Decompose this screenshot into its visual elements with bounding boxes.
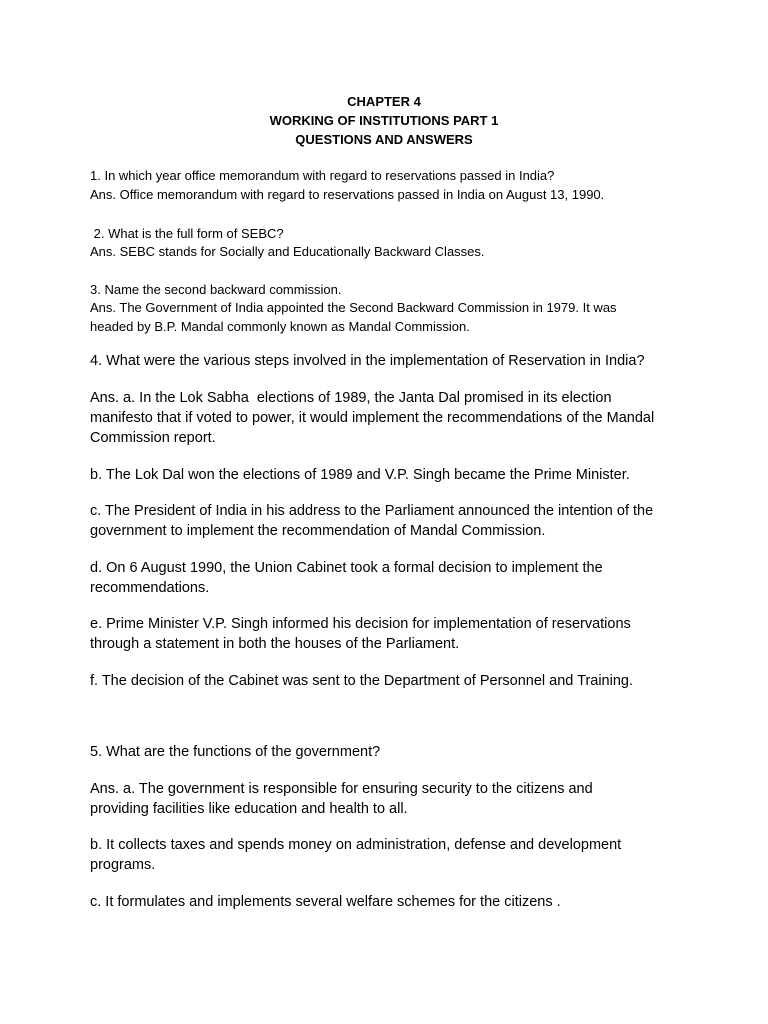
answer-4f: f. The decision of the Cabinet was sent to the Department of Personnel and Training.: [90, 673, 633, 689]
answer-4e-line-2: through a statement in both the houses of the Parliament.: [90, 636, 460, 652]
question-2: 2. What is the full form of SEBC?: [90, 226, 284, 241]
question-3: 3. Name the second backward commission.: [90, 282, 342, 297]
answer-4d-line-2: recommendations.: [90, 580, 210, 596]
document-header: [0, 92, 768, 149]
question-4: 4. What were the various steps involved in the implementation of Reservation in India?: [90, 353, 645, 369]
answer-5b-line-1: b. It collects taxes and spends money on administration, defense and development: [90, 837, 622, 853]
question-5: 5. What are the functions of the government?: [90, 744, 381, 760]
answer-4c-line-1: c. The President of India in his address to the Parliament announced the intention of the: [90, 503, 654, 519]
answer-4e-line-1: e. Prime Minister V.P. Singh informed his decision for implementation of reservations: [90, 616, 631, 632]
answer-5a-line-2: providing facilities like education and health to all.: [90, 801, 408, 817]
answer-5a-line-1: Ans. a. The government is responsible for ensuring security to the citizens and: [90, 781, 593, 797]
answer-2: Ans. SEBC stands for Socially and Educationally Backward Classes.: [90, 244, 485, 259]
answer-3-line-1: Ans. The Government of India appointed the Second Backward Commission in 1979. It was: [90, 300, 617, 315]
answer-4b: b. The Lok Dal won the elections of 1989 and V.P. Singh became the Prime Minister.: [90, 467, 630, 483]
answer-4a-line-2: manifesto that if voted to power, it would implement the recommendations of the Mandal: [90, 410, 655, 426]
answer-4d-line-1: d. On 6 August 1990, the Union Cabinet took a formal decision to implement the: [90, 560, 603, 576]
answer-5b-line-2: programs.: [90, 857, 156, 873]
answer-4c-line-2: government to implement the recommendation of Mandal Commission.: [90, 523, 546, 539]
answer-3-line-2: headed by B.P. Mandal commonly known as Mandal Commission.: [90, 319, 470, 334]
answer-5c: c. It formulates and implements several welfare schemes for the citizens .: [90, 894, 561, 910]
answer-4a-line-3: Commission report.: [90, 430, 216, 446]
chapter-title: WORKING OF INSTITUTIONS PART 1: [269, 113, 499, 128]
answer-1: Ans. Office memorandum with regard to reservations passed in India on August 13, 1990.: [90, 187, 605, 202]
answer-4a-line-1: Ans. a. In the Lok Sabha elections of 1989, the Janta Dal promised in its election: [90, 390, 612, 406]
chapter-subtitle: QUESTIONS AND ANSWERS: [295, 132, 473, 147]
question-1: 1. In which year office memorandum with regard to reservations passed in India?: [90, 168, 555, 183]
chapter-heading: CHAPTER 4: [347, 94, 421, 109]
